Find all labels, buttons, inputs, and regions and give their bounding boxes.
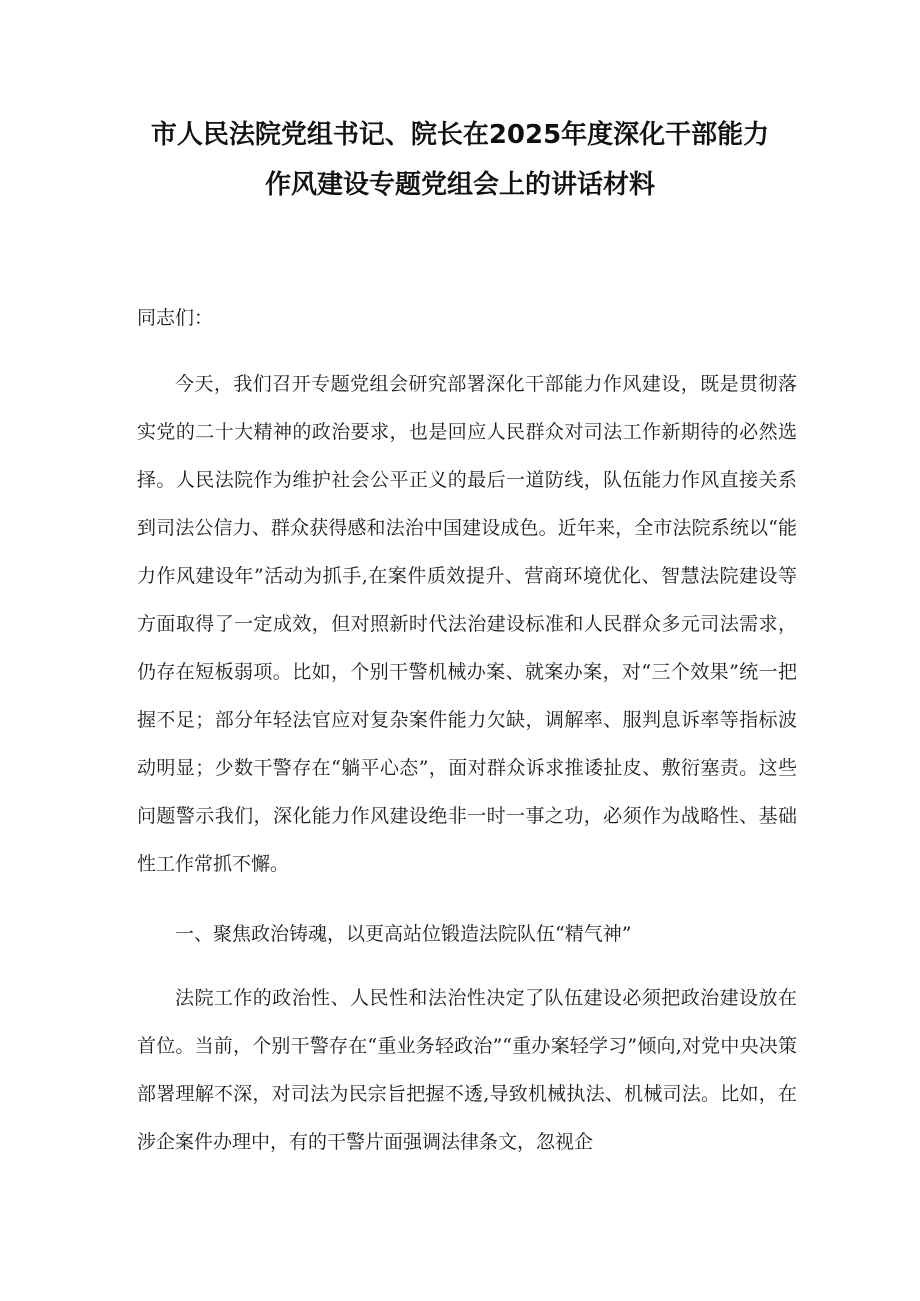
greeting: 同志们： <box>137 307 214 329</box>
section-1-heading: 一、聚焦政治铸魂，以更高站位锻造法院队伍“精气神” <box>175 923 632 945</box>
document-title-line-2: 作风建设专题党组会上的讲话材料 <box>264 170 655 200</box>
paragraph-1: 今天，我们召开专题党组会研究部署深化干部能力作风建设，既是贯彻落实党的二十大精神的政治要求，也是回应人民群众对司法工作新期待的必然选择。人民法院作为维护社会公平正义的最后一道防线，队伍能力作风直接关系到司法公信力、群众获得感和法治中国建设成色。近年来，全市法院系统以“能力作风建设年”活动为抓手,在案件质效提升、营商环境优化、智慧法院建设等方面取得了一定成效，但对照新时代法治建设标准和人民群众多元司法需求，仍存在短板弱项。比如，个别干警机械办案、就案办案，对“三个效果”统一把握不足；部分年轻法官应对复杂案件能力欠缺，调解率、服判息诉率等指标波动明显；少数干警存在“躺平心态”，面对群众诉求推诿扯皮、敷衍塞责。这些问题警示我们，深化能力作风建设绝非一时一事之功，必须作为战略性、基础性工作常抓不懈。 <box>137 373 797 875</box>
paragraph-2: 法院工作的政治性、人民性和法治性决定了队伍建设必须把政治建设放在首位。当前，个别干警存在“重业务轻政治”“重办案轻学习”倾向,对党中央决策部署理解不深，对司法为民宗旨把握不透,导致机械执法、机械司法。比如，在涉企案件办理中，有的干警片面强调法律条文，忽视企 <box>137 987 797 1153</box>
document-title-line-1: 市人民法院党组书记、院长在2025年度深化干部能力 <box>150 120 770 150</box>
